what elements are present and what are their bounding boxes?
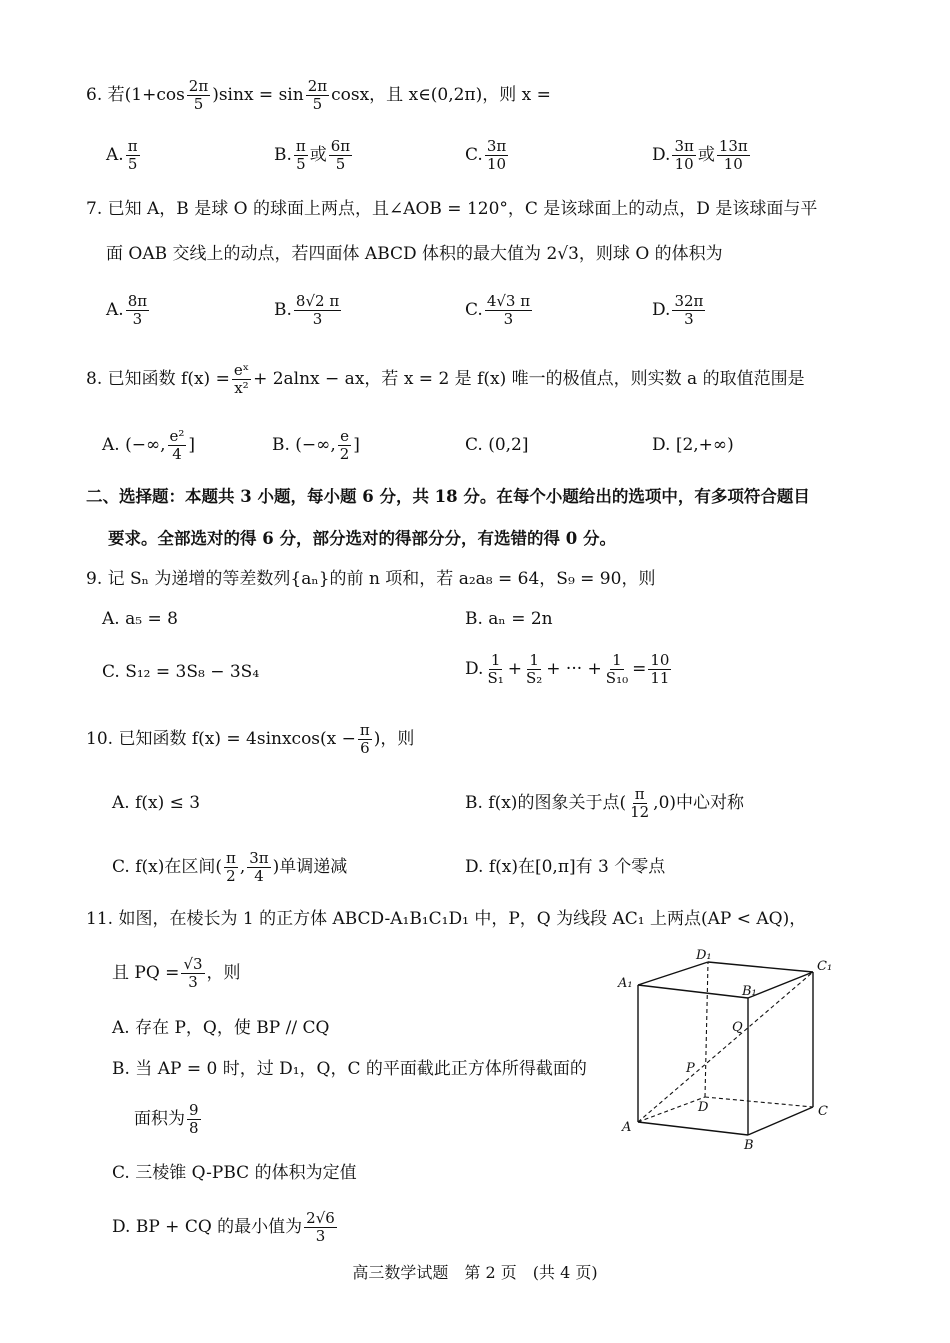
q10-option-c: C. f(x)在区间( $\frac{\pi}{2}$ , $\frac{3\pi}{4}$ )单调递减 [112, 849, 348, 885]
label-b1: B₁ [742, 984, 757, 999]
q8-option-c: C. (0,2] [465, 435, 529, 455]
q9-stem: 9. 记 Sₙ 为递增的等差数列{aₙ}的前 n 项和，若 a₂a₈ = 64，S₉ = 90，则 [86, 569, 656, 589]
q7-option-d: D. $\frac{32\pi}{3}$ [652, 292, 704, 328]
q11-stem: 11. 如图，在棱长为 1 的正方体 ABCD-A₁B₁C₁D₁ 中，P，Q 为线段 AC₁ 上两点(AP < AQ)， [86, 909, 807, 929]
section2-heading-line2: 要求。全部选对的得 6 分，部分选对的得部分分，有选错的得 0 分。 [108, 529, 616, 548]
diagonal-ac1 [638, 972, 813, 1122]
q6-option-d: D. $\frac{3\pi}{10}$ 或 $\frac{13\pi}{10}$ [652, 137, 748, 173]
q6-option-b: B. $\frac{\pi}{5}$ 或 $\frac{6\pi}{5}$ [274, 137, 351, 173]
edge-ab [638, 1122, 748, 1135]
q11-condition: 且 PQ = $\frac{√3}{3}$ ，则 [112, 955, 241, 991]
q9-option-b: B. aₙ = 2n [465, 609, 553, 629]
q8-stem: 8. 已知函数 f(x) = $\frac{\text{eˣ}}{\text{x²}}$ + 2alnx − ax，若 x = 2 是 f(x) 唯一的极值点，则实数 a 的取值范围是 [86, 361, 805, 397]
edge-b1c1 [748, 972, 813, 998]
label-a: A [622, 1120, 632, 1135]
q11-option-c: C. 三棱锥 Q-PBC 的体积为定值 [112, 1163, 357, 1183]
label-q: Q [732, 1020, 743, 1035]
edge-dd1-hidden [705, 962, 708, 1097]
q10-option-b: B. f(x)的图象关于点( $\frac{\pi}{12}$ ,0)中心对称 [465, 785, 745, 821]
page-footer: 高三数学试题 第 2 页 (共 4 页) [352, 1263, 598, 1282]
label-c1: C₁ [817, 959, 833, 974]
label-d1: D₁ [696, 948, 712, 963]
label-a1: A₁ [618, 976, 633, 991]
q11-option-b-line1: B. 当 AP = 0 时，过 D₁，Q，C 的平面截此正方体所得截面的 [112, 1059, 587, 1079]
label-d: D [698, 1100, 709, 1115]
edge-a1d1 [638, 962, 708, 985]
edge-b1a1 [638, 985, 748, 998]
q8-option-b: B. (−∞, $\frac{e}{2}$ ] [272, 427, 360, 463]
label-b: B [744, 1138, 754, 1153]
edge-bc [748, 1107, 813, 1135]
label-c: C [818, 1104, 828, 1119]
q6-option-c: C. $\frac{3\pi}{10}$ [465, 137, 507, 173]
q6-stem: 6. 若(1+cos $\frac{2\pi}{5}$ )sinx = sin $\frac{2\pi}{5}$ cosx，且 x∈(0,2π)，则 x = [86, 77, 551, 113]
q7-stem-line2: 面 OAB 交线上的动点，若四面体 ABCD 体积的最大值为 2√3，则球 O 的体积为 [106, 244, 723, 264]
q9-option-a: A. a₅ = 8 [102, 609, 178, 629]
q7-stem-line1: 7. 已知 A，B 是球 O 的球面上两点，且∠AOB = 120°，C 是该球面上的动点，D 是该球面与平 [86, 199, 818, 219]
edge-dc-hidden [705, 1097, 813, 1107]
cube-figure [610, 945, 840, 1155]
q7-option-a: A. $\frac{8\pi}{3}$ [106, 292, 148, 328]
q7-option-b: B. $\frac{8√2 \pi}{3}$ [274, 292, 340, 328]
q6-option-a: A. $\frac{\pi}{5}$ [106, 137, 138, 173]
q10-option-a: A. f(x) ≤ 3 [112, 793, 201, 813]
q7-option-c: C. $\frac{4√3 \pi}{3}$ [465, 292, 531, 328]
q8-option-a: A. (−∞, $\frac{\text{e²}}{4}$ ] [102, 427, 196, 463]
q8-option-d: D. [2,+∞) [652, 435, 734, 455]
q9-option-d: D. $\frac{1}{\text{S₁}}$ + $\frac{1}{\text{S₂}}$ + ··· + $\frac{1}{\text{S₁₀}}$ = $\frac{10}{11}$ [465, 651, 670, 687]
q10-option-d: D. f(x)在[0,π]有 3 个零点 [465, 857, 666, 877]
label-p: P [686, 1061, 695, 1076]
q9-option-c: C. S₁₂ = 3S₈ − 3S₄ [102, 662, 260, 682]
edge-ad-hidden [638, 1097, 705, 1122]
edge-d1c1 [708, 962, 813, 972]
q10-stem: 10. 已知函数 f(x) = 4sinxcos(x − $\frac{\pi}{6}$ )，则 [86, 721, 415, 757]
q11-option-d: D. BP + CQ 的最小值为 $\frac{2√6}{3}$ [112, 1209, 335, 1245]
q11-option-a: A. 存在 P，Q，使 BP // CQ [112, 1018, 330, 1038]
section2-heading-line1: 二、选择题：本题共 3 小题，每小题 6 分，共 18 分。在每个小题给出的选项中，有多项符合题目 [86, 487, 810, 506]
q11-option-b-line2: 面积为 $\frac{9}{8}$ [134, 1101, 199, 1137]
